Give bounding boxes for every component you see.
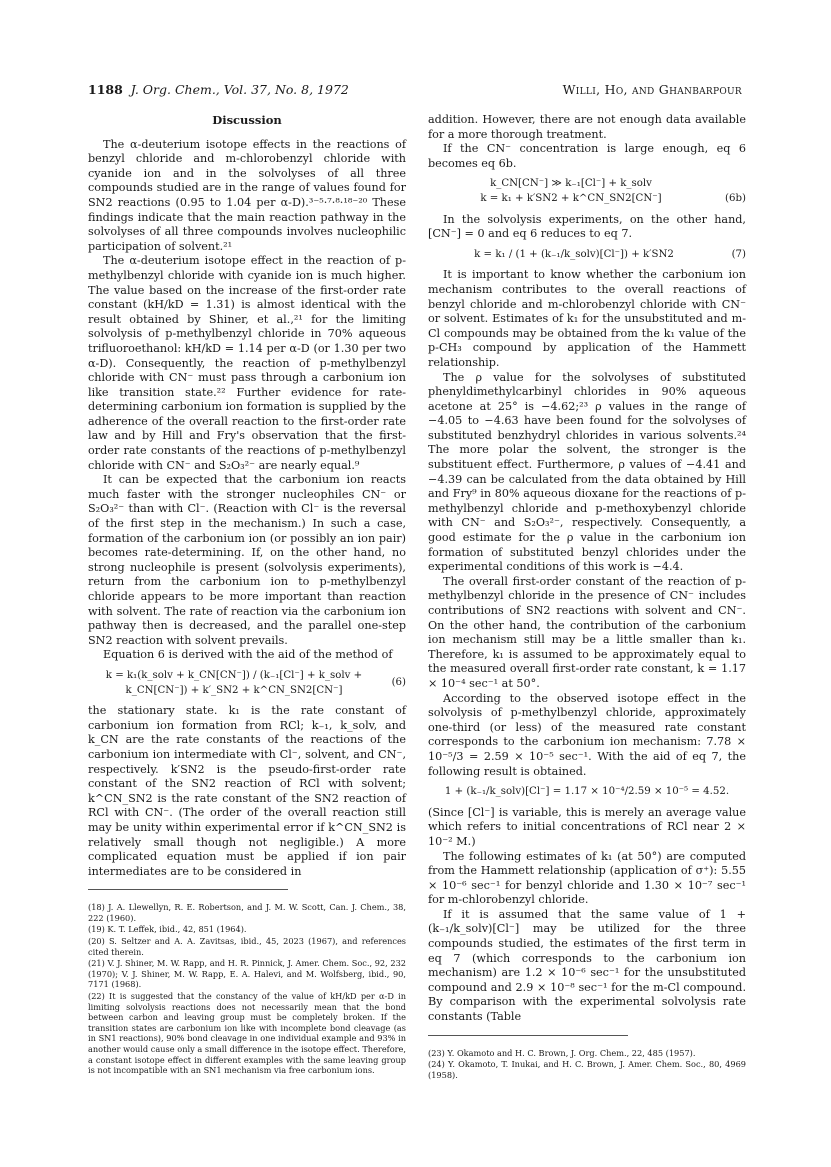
paragraph: According to the observed isotope effect in the solvolysis of p-methylbenzyl chloride, approximately one-third (or less) of the measured rate constant corresponds to the carbonium ion mechanism: 7.78 × 10⁻⁵/3 = 2.59 × 10⁻⁵ sec⁻¹. With the aid of eq 7, the following result is obtained.: [428, 691, 746, 778]
paragraph: In the solvolysis experiments, on the other hand, [CN⁻] = 0 and eq 6 reduces to eq 7.: [428, 212, 746, 241]
paragraph: The α-deuterium isotope effect in the reaction of p-methylbenzyl chloride with cyanide ion is much higher. The value based on the increase of the first-order rate constant (kH/kD = 1.31) is almost identical with the result obtained by Shiner, et al.,²¹ for the limiting solvolysis of p-methylbenzyl chloride in 70% aqueous trifluoroethanol: kH/kD = 1.14 per α-D (or 1.30 per two α-D). Consequently, the reaction of p-methylbenzyl chloride with CN⁻ must pass through a carbonium ion like transition state.²² Further evidence for rate-determining carbonium ion formation is supplied by the adherence of the overall reaction to the first-order rate law and by Hill and Fry's observation that the first-order rate constants of the reactions of p-methylbenzyl chloride with CN⁻ and S₂O₃²⁻ are nearly equal.⁹: [88, 254, 406, 472]
paragraph: It is important to know whether the carbonium ion mechanism contributes to the overall reactions of benzyl chloride and m-chlorobenzyl chloride with CN⁻ or solvent. Estimates of k₁ for the unsubstituted and m-Cl compounds may be obtained from the k₁ value of the p-CH₃ compound by application of the Hammett relationship.: [428, 268, 746, 369]
equation-result: [428, 785, 746, 800]
footnotes: [428, 1048, 746, 1081]
paragraph: The α-deuterium isotope effects in the reactions of benzyl chloride and m-chlorobenzyl chloride with cyanide ion and in the solvolyses of all three compounds studied are in the range of values found for SN2 reactions (0.95 to 1.04 per α-D).³⁻⁵·⁷·⁸·¹⁸⁻²⁰ These findings indicate that the main reaction pathway in the solvolyses of all three compounds involves nucleophilic participation of solvent.²¹: [88, 137, 406, 253]
equation-body: k = k₁ / (1 + (k₋₁/k_solv)[Cl⁻]) + k′SN2: [474, 248, 674, 260]
equation-7: [428, 248, 746, 263]
paragraph: the stationary state. k₁ is the rate constant of carbonium ion formation from RCl; k₋₁, k_solv, and k_CN are the rate constants of the reactions of the carbonium ion intermediate with Cl⁻, solvent, and CN⁻, respectively. k′SN2 is the pseudo-first-order rate constant of the SN2 reaction of RCl with solvent; k^CN_SN2 is the rate constant of the SN2 reaction of RCl with CN⁻. (The order of the overall reaction still may be unity within experimental error if k^CN_SN2 is relatively small though not negligible.) A more complicated equation must be applied if ion pair intermediates are to be considered in: [88, 704, 406, 878]
paragraph: (Since [Cl⁻] is variable, this is merely an average value which refers to initial concentrations of RCl near 2 × 10⁻² M.): [428, 805, 746, 848]
paragraph: addition. However, there are not enough data available for a more thorough treatment.: [428, 113, 746, 141]
equation-number: (6b): [725, 192, 746, 204]
paragraph: The overall first-order constant of the reaction of p-methylbenzyl chloride in the presence of CN⁻ includes contributions of SN2 reactions with solvent and CN⁻. On the other hand, the contribution of the carbonium ion mechanism still may be a little smaller than k₁. Therefore, k₁ is assumed to be approximately equal to the measured overall first-order rate constant, k = 1.17 × 10⁻⁴ sec⁻¹ at 50°.: [428, 574, 746, 690]
equation-line: k_CN[CN⁻] ≫ k₋₁[Cl⁻] + k_solv: [490, 178, 652, 190]
author-names: Willi, Ho, and Ghanbarpour: [562, 82, 742, 97]
footnote: (23) Y. Okamoto and H. C. Brown, J. Org. Chem., 22, 485 (1957).: [428, 1047, 696, 1058]
equation-6: [88, 669, 406, 698]
footnote: (19) K. T. Leffek, ibid., 42, 851 (1964).: [88, 924, 247, 935]
footnote: (22) It is suggested that the constancy of the value of kH/kD per α-D in limiting solvolysis reactions does not necessarily mean that the bond between carbon and leaving group must be completely broken. If the transition states are carbonium ion like with incomplete bond cleavage (as in SN1 reactions), 90% bond cleavage in one individual example and 93% in another would cause only a small difference in the isotope effect. Therefore, a constant isotope effect in different examples with the same leaving group is not incompatible with an SN1 mechanism via free carbonium ions.: [88, 991, 406, 1076]
footnote: (24) Y. Okamoto, T. Inukai, and H. C. Brown, J. Amer. Chem. Soc., 80, 4969 (1958).: [428, 1059, 746, 1080]
footnotes: [88, 902, 406, 1076]
section-heading: Discussion: [212, 113, 282, 127]
running-header: [88, 82, 742, 102]
equation-6b: [428, 177, 746, 206]
equation-line: k = k₁ + k′SN2 + k^CN_SN2[CN⁻]: [480, 192, 662, 204]
equation-number: (7): [731, 248, 746, 260]
journal-citation: [88, 82, 349, 97]
equation-body: 1 + (k₋₁/k_solv)[Cl⁻] = 1.17 × 10⁻⁴/2.59 × 10⁻⁵ = 4.52.: [444, 786, 730, 798]
footnote: (21) V. J. Shiner, M. W. Rapp, and H. R. Pinnick, J. Amer. Chem. Soc., 92, 232 (1970); V. J. Shiner, M. W. Rapp, E. A. Halevi, and M. Wolfsberg, ibid., 90, 7171 (1968).: [88, 958, 406, 990]
journal-name: J. Org. Chem., Vol. 37, No. 8, 1972: [130, 82, 349, 97]
left-column: [88, 113, 406, 1077]
paragraph: Equation 6 is derived with the aid of the method of: [103, 648, 393, 662]
paragraph: If the CN⁻ concentration is large enough, eq 6 becomes eq 6b.: [428, 142, 746, 170]
paragraph: It can be expected that the carbonium ion reacts much faster with the stronger nucleophiles CN⁻ or S₂O₃²⁻ than with Cl⁻. (Reaction with Cl⁻ is the reversal of the first step in the mechanism.) In such a case, formation of the carbonium ion (or possibly an ion pair) becomes rate-determining. If, on the other hand, no strong nucleophile is present (solvolysis experiments), return from the carbonium ion to p-methylbenzyl chloride appears to be more important than reaction with solvent. The rate of reaction via the carbonium ion pathway then is decreased, and the parallel one-step SN2 reaction with solvent prevails.: [88, 473, 406, 647]
paragraph: The following estimates of k₁ (at 50°) are computed from the Hammett relationship (application of σ⁺): 5.55 × 10⁻⁶ sec⁻¹ for benzyl chloride and 1.30 × 10⁻⁷ sec⁻¹ for m-chlorobenzyl chloride.: [428, 849, 746, 907]
footnote: (20) S. Seltzer and A. A. Zavitsas, ibid., 45, 2023 (1967), and references cited therein.: [88, 936, 406, 957]
page-number: 1188: [88, 82, 123, 97]
equation-number: (6): [391, 677, 406, 689]
equation-body: k = k₁(k_solv + k_CN[CN⁻]) / (k₋₁[Cl⁻] + k_solv + k_CN[CN⁻]) + k′_SN2 + k^CN_SN2[CN⁻]: [105, 669, 363, 696]
paragraph: The ρ value for the solvolyses of substituted phenyldimethylcarbinyl chlorides in 90% aqueous acetone at 25° is −4.62;²³ ρ values in the range of −4.05 to −4.63 have been found for the solvolyses of substituted benzhydryl chlorides in various solvents.²⁴ The more polar the solvent, the stronger is the substituent effect. Furthermore, ρ values of −4.41 and −4.39 can be calculated from the data obtained by Hill and Fry⁹ in 80% aqueous dioxane for the reactions of p-methylbenzyl chloride and p-methoxybenzyl chloride with CN⁻ and S₂O₃²⁻, respectively. Consequently, a good estimate for the ρ value in the carbonium ion formation of substituted benzyl chlorides under the experimental conditions of this work is −4.4.: [428, 370, 746, 574]
paragraph: If it is assumed that the same value of 1 + (k₋₁/k_solv)[Cl⁻] may be utilized for the three compounds studied, the estimates of the first term in eq 7 (which corresponds to the carbonium ion mechanism) are 1.2 × 10⁻⁶ sec⁻¹ for the unsubstituted compound and 2.9 × 10⁻⁸ sec⁻¹ for the m-Cl compound. By comparison with the experimental solvolysis rate constants (Table: [428, 907, 746, 1024]
right-column: [428, 113, 746, 1081]
footnote-divider: [428, 1035, 628, 1036]
footnote: (18) J. A. Llewellyn, R. E. Robertson, and J. M. W. Scott, Can. J. Chem., 38, 222 (1960).: [88, 902, 406, 923]
footnote-divider: [88, 889, 288, 890]
